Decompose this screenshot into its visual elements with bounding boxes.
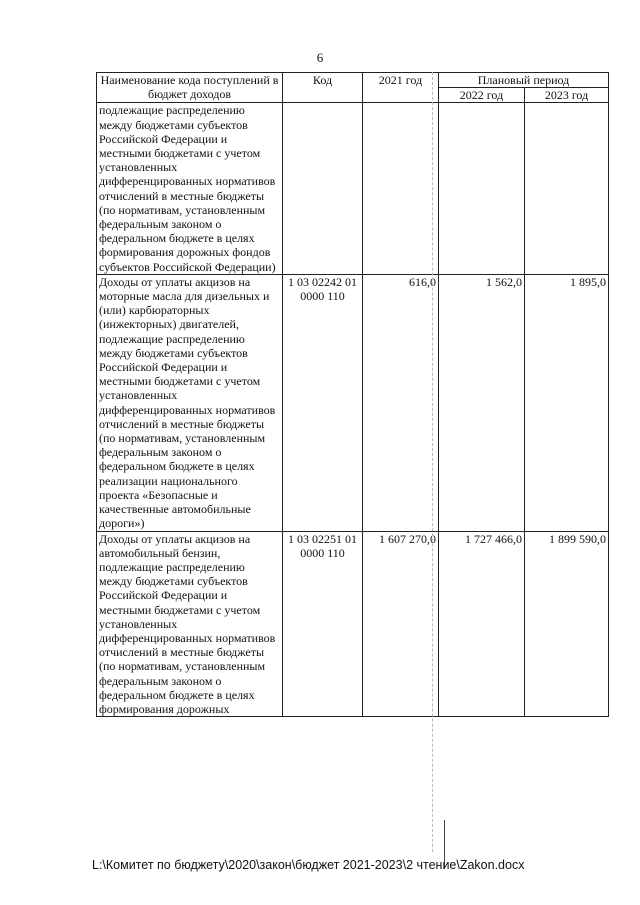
row-2022-cell: 1 562,0 bbox=[439, 274, 525, 531]
row-2021-cell: 616,0 bbox=[363, 274, 439, 531]
table-row bbox=[97, 274, 609, 531]
footer-file-path: L:\Комитет по бюджету\2020\закон\бюджет 2021-2023\2 чтение\Zakon.docx bbox=[92, 858, 525, 872]
budget-income-table bbox=[96, 72, 609, 717]
row-2023-cell bbox=[525, 103, 609, 274]
table-row bbox=[97, 103, 609, 274]
header-name: Наименование кода поступлений в бюджет доходов bbox=[97, 73, 283, 103]
header-2022: 2022 год bbox=[439, 88, 525, 103]
page-number: 6 bbox=[316, 50, 324, 65]
table-row bbox=[97, 531, 609, 717]
row-2021-cell: 1 607 270,0 bbox=[363, 531, 439, 717]
row-code-cell bbox=[283, 103, 363, 274]
header-2021: 2021 год bbox=[363, 73, 439, 103]
row-2023-cell: 1 895,0 bbox=[525, 274, 609, 531]
row-code-cell: 1 03 02251 01 0000 110 bbox=[283, 531, 363, 717]
row-2022-cell: 1 727 466,0 bbox=[439, 531, 525, 717]
header-code: Код bbox=[283, 73, 363, 103]
header-planned-period: Плановый период bbox=[439, 73, 609, 88]
row-name-cell: подлежащие распределению между бюджетами субъектов Российской Федерации и местными бюджетами с учетом установленных дифференцированных нормативов отчислений в местные бюджеты (по нормативам, установленным федеральным законом о федеральном бюджете в целях формирования дорожных фондов субъектов Российской Федерации) bbox=[97, 103, 283, 274]
header-2023: 2023 год bbox=[525, 88, 609, 103]
row-2022-cell bbox=[439, 103, 525, 274]
scan-fold-line bbox=[432, 72, 434, 852]
table-header-row bbox=[97, 73, 609, 88]
row-code-cell: 1 03 02242 01 0000 110 bbox=[283, 274, 363, 531]
row-2023-cell: 1 899 590,0 bbox=[525, 531, 609, 717]
row-name-cell: Доходы от уплаты акцизов на моторные масла для дизельных и (или) карбюраторных (инжекторных) двигателей, подлежащие распределению между бюджетами субъектов Российской Федерации и местными бюджетами с учетом установленных дифференцированных нормативов отчислений в местные бюджеты (по нормативам, установленным федеральным законом о федеральном бюджете в целях реализации национального проекта «Безопасные и качественные автомобильные дороги») bbox=[97, 274, 283, 531]
row-2021-cell bbox=[363, 103, 439, 274]
row-name-cell: Доходы от уплаты акцизов на автомобильный бензин, подлежащие распределению между бюджетами субъектов Российской Федерации и местными бюджетами с учетом установленных дифференцированных нормативов отчислений в местные бюджеты (по нормативам, установленным федеральным законом о федеральном бюджете в целях формирования дорожных bbox=[97, 531, 283, 717]
